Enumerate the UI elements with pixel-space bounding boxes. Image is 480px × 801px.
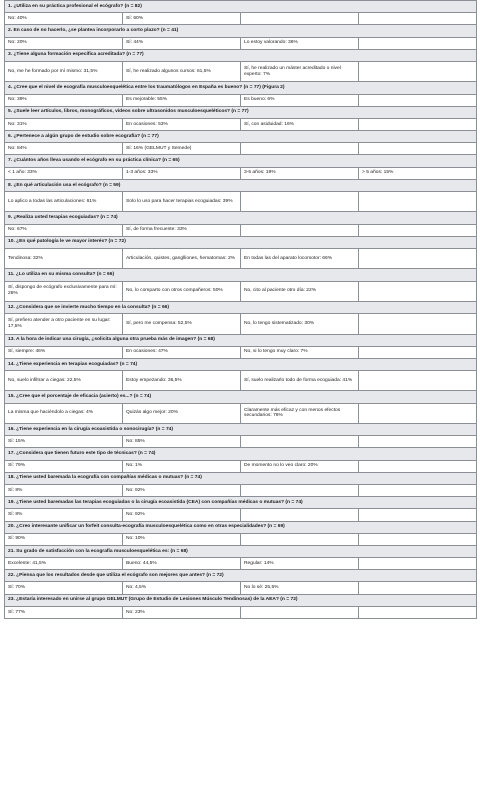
answer-cell [359, 371, 477, 391]
answer-cell: En ocasiones: 53% [123, 118, 241, 130]
answer-cell: Estoy empezando: 36,5% [123, 371, 241, 391]
answer-cell [241, 436, 359, 448]
answer-cell [359, 224, 477, 236]
question-heading: 18. ¿Tiene usted baremada la ecografía con compañías médicas o mutuas? (n = 74) [5, 472, 477, 484]
question-heading: 20. ¿Creo interesante unificar un forfeit consulta-ecografía musculoesquelética como en otras especialidades? (n = 69) [5, 521, 477, 533]
answer-cell [241, 509, 359, 521]
question-heading: 2. En caso de no hacerlo, ¿se plantea incorporarlo a corto plazo? (n = 41) [5, 25, 477, 37]
answer-row [5, 403, 477, 423]
question-heading: 15. ¿Cree que el porcentaje de eficacia (acierto) es...? (n = 74) [5, 391, 477, 403]
answer-row [5, 558, 477, 570]
question-row [5, 594, 477, 606]
answer-cell: Sí, pero me compensa: 52,5% [123, 314, 241, 334]
answer-cell [241, 533, 359, 545]
answer-row [5, 118, 477, 130]
answer-cell: Sí: 16% (GELMUT y Semede) [123, 143, 241, 155]
answer-cell [359, 94, 477, 106]
question-heading: 9. ¿Realiza usted terapias ecoguiadas? (n = 74) [5, 212, 477, 224]
answer-cell [359, 13, 477, 25]
answer-cell: Sí: 8% [5, 509, 123, 521]
question-heading: 14. ¿Tiene experiencia en terapias ecoguiadas? (n = 74) [5, 358, 477, 370]
answer-cell [359, 606, 477, 618]
answer-cell: No: 4,5% [123, 582, 241, 594]
answer-cell: Sí, dispongo de ecógrafo exclusivamente para mí: 28% [5, 281, 123, 301]
question-heading: 21. Su grado de satisfacción con la ecografía musculoesquelética es: (n = 68) [5, 545, 477, 557]
answer-cell: No: 20% [5, 37, 123, 49]
answer-cell [359, 314, 477, 334]
question-row [5, 570, 477, 582]
answer-cell [241, 143, 359, 155]
answer-cell [359, 192, 477, 212]
answer-row [5, 436, 477, 448]
answer-cell [241, 192, 359, 212]
answer-cell [359, 61, 477, 81]
answer-cell: No, lo tengo sistematizado: 30% [241, 314, 359, 334]
answer-cell: No: 92% [123, 484, 241, 496]
answer-cell: En todas las del aparato locomotor: 66% [241, 248, 359, 268]
answer-cell [359, 37, 477, 49]
answer-cell [359, 281, 477, 301]
answer-row [5, 346, 477, 358]
answer-row [5, 582, 477, 594]
answer-cell: No: 1% [123, 460, 241, 472]
answer-cell [241, 606, 359, 618]
answer-cell: No: 40% [5, 13, 123, 25]
answer-cell: Sí: 77% [5, 606, 123, 618]
question-row [5, 358, 477, 370]
answer-cell [359, 346, 477, 358]
question-row [5, 497, 477, 509]
question-row [5, 424, 477, 436]
answer-cell: No: 23% [123, 606, 241, 618]
answer-cell: No, me he formado por mí mismo: 31,5% [5, 61, 123, 81]
question-row [5, 1, 477, 13]
answer-row [5, 509, 477, 521]
question-row [5, 25, 477, 37]
question-row [5, 155, 477, 167]
answer-row [5, 484, 477, 496]
answer-cell: No, suelo infiltrar a ciegas: 22,5% [5, 371, 123, 391]
answer-cell [359, 143, 477, 155]
answer-row [5, 37, 477, 49]
question-heading: 6. ¿Pertenece a algún grupo de estudio sobre ecografía? (n = 77) [5, 131, 477, 143]
answer-cell: Sí: 8% [5, 484, 123, 496]
question-heading: 17. ¿Considera que tienen futuro este tipo de técnicas? (n = 74) [5, 448, 477, 460]
question-heading: 11. ¿Lo utiliza en su misma consulta? (n = 66) [5, 269, 477, 281]
question-row [5, 236, 477, 248]
answer-cell [359, 436, 477, 448]
answer-cell: No: 67% [5, 224, 123, 236]
answer-cell: No, si lo tengo muy claro: 7% [241, 346, 359, 358]
answer-cell [359, 509, 477, 521]
answer-cell: Sí, prefiero atender a otro paciente en su lugar: 17,5% [5, 314, 123, 334]
answer-cell: Sí: 44% [123, 37, 241, 49]
answer-cell [359, 582, 477, 594]
question-row [5, 82, 477, 94]
answer-cell: Sí, he realizado algunos cursos: 61,5% [123, 61, 241, 81]
question-row [5, 472, 477, 484]
answer-cell [359, 248, 477, 268]
survey-table-body [5, 1, 477, 619]
answer-cell: No: 92% [123, 509, 241, 521]
answer-cell: Sí, he realizado un máster acreditado o nivel experto: 7% [241, 61, 359, 81]
answer-row [5, 371, 477, 391]
answer-cell: Es bueno: 6% [241, 94, 359, 106]
answer-cell: En ocasiones: 47% [123, 346, 241, 358]
question-row [5, 269, 477, 281]
answer-cell: Es mejorable: 55% [123, 94, 241, 106]
answer-cell: No, lo comparto con otros compañeros: 50% [123, 281, 241, 301]
answer-row [5, 167, 477, 179]
question-heading: 16. ¿Tiene experiencia en la cirugía ecoasistida o sonocirugía? (n = 74) [5, 424, 477, 436]
answer-cell: Quizás algo mejor: 20% [123, 403, 241, 423]
question-row [5, 545, 477, 557]
answer-row [5, 314, 477, 334]
answer-cell: Sí: 79% [5, 460, 123, 472]
answer-cell: 3-5 años: 19% [241, 167, 359, 179]
question-row [5, 179, 477, 191]
answer-cell: Tendinosa: 32% [5, 248, 123, 268]
answer-cell: No lo sé: 25,5% [241, 582, 359, 594]
answer-cell [241, 13, 359, 25]
answer-cell [241, 484, 359, 496]
answer-cell: Lo aplico a todas las articulaciones: 61% [5, 192, 123, 212]
answer-cell: Sí: 15% [5, 436, 123, 448]
question-heading: 22. ¿Piensa que los resultados desde que utiliza el ecógrafo son mejores que antes? (n = 72) [5, 570, 477, 582]
answer-cell: Solo lo uso para hacer terapias ecoguiadas: 39% [123, 192, 241, 212]
answer-cell: Articulación, quistes, ganglliones, hematomas: 2% [123, 248, 241, 268]
question-heading: 13. A la hora de indicar una cirugía, ¿solicita alguna otra prueba más de imagen? (n = 68) [5, 334, 477, 346]
answer-cell: Bueno: 44,5% [123, 558, 241, 570]
answer-row [5, 143, 477, 155]
answer-cell: Sí: 70% [5, 582, 123, 594]
question-heading: 5. ¿Suele leer artículos, libros, monográficos, vídeos sobre ultrasonidos musculoesqueléticos? (n = 77) [5, 106, 477, 118]
question-row [5, 49, 477, 61]
question-row [5, 131, 477, 143]
answer-cell: Regular: 14% [241, 558, 359, 570]
answer-row [5, 248, 477, 268]
answer-row [5, 61, 477, 81]
question-row [5, 521, 477, 533]
answer-cell: 1-3 años: 33% [123, 167, 241, 179]
question-row [5, 106, 477, 118]
answer-cell: No: 39% [5, 94, 123, 106]
answer-row [5, 224, 477, 236]
answer-row [5, 533, 477, 545]
question-heading: 19. ¿Tiene usted baremadas las terapias ecoguiadas o la cirugía ecoasistida (CEA) con compañías médicas o mutuas? (n = 74) [5, 497, 477, 509]
answer-row [5, 281, 477, 301]
answer-cell: Excelente: 41,5% [5, 558, 123, 570]
answer-cell: No: 31% [5, 118, 123, 130]
answer-cell: No, cito al paciente otro día: 22% [241, 281, 359, 301]
answer-cell: Sí, de forma frecuente: 33% [123, 224, 241, 236]
answer-cell: La misma que haciéndolo a ciegas: 4% [5, 403, 123, 423]
answer-cell [359, 403, 477, 423]
question-row [5, 391, 477, 403]
question-row [5, 448, 477, 460]
answer-cell: Sí, con asiduidad: 16% [241, 118, 359, 130]
answer-cell [359, 484, 477, 496]
answer-cell [359, 558, 477, 570]
answer-cell [359, 118, 477, 130]
question-heading: 7. ¿Cuántos años lleva usando el ecógrafo en su práctica clínica? (n = 65) [5, 155, 477, 167]
survey-results-table [4, 0, 477, 619]
question-heading: 23. ¿Estaría interesado en unirse al grupo GELMUT (Grupo de Estudio de Lesiones Músculo Tendinosas) de la AEA? (n = 72) [5, 594, 477, 606]
answer-cell: > 5 años: 15% [359, 167, 477, 179]
question-heading: 3. ¿Tiene alguna formación específica acreditada? (n = 77) [5, 49, 477, 61]
question-row [5, 301, 477, 313]
question-heading: 1. ¿Utiliza en su práctica profesional el ecógrafo? (n = 82) [5, 1, 477, 13]
answer-cell: < 1 año: 33% [5, 167, 123, 179]
answer-cell: Sí, siempre: 46% [5, 346, 123, 358]
answer-cell: No: 85% [123, 436, 241, 448]
question-heading: 12. ¿Considera que se invierte mucho tiempo en la consulta? (n = 66) [5, 301, 477, 313]
answer-cell: De momento no lo veo claro: 20% [241, 460, 359, 472]
question-heading: 10. ¿En qué patología le ve mayor interés? (n = 72) [5, 236, 477, 248]
answer-cell: Sí: 90% [5, 533, 123, 545]
answer-row [5, 13, 477, 25]
answer-cell [359, 460, 477, 472]
answer-cell: No: 84% [5, 143, 123, 155]
answer-row [5, 94, 477, 106]
answer-cell: No: 10% [123, 533, 241, 545]
answer-cell: Lo estoy valorando: 36% [241, 37, 359, 49]
question-heading: 8. ¿En qué articulación usa el ecógrafo? (n = 59) [5, 179, 477, 191]
question-heading: 4. ¿Cree que el nivel de ecografía musculoesquelética entre los traumatólogos en España es bueno? (n = 77) (Figura 2) [5, 82, 477, 94]
answer-row [5, 460, 477, 472]
answer-row [5, 606, 477, 618]
answer-cell: Sí: 60% [123, 13, 241, 25]
answer-cell [241, 224, 359, 236]
answer-row [5, 192, 477, 212]
question-row [5, 212, 477, 224]
question-row [5, 334, 477, 346]
answer-cell: Claramente más eficaz y con menos efectos secundarios: 76% [241, 403, 359, 423]
answer-cell [359, 533, 477, 545]
answer-cell: Sí, suelo realizarlo todo de forma ecoguiada: 41% [241, 371, 359, 391]
